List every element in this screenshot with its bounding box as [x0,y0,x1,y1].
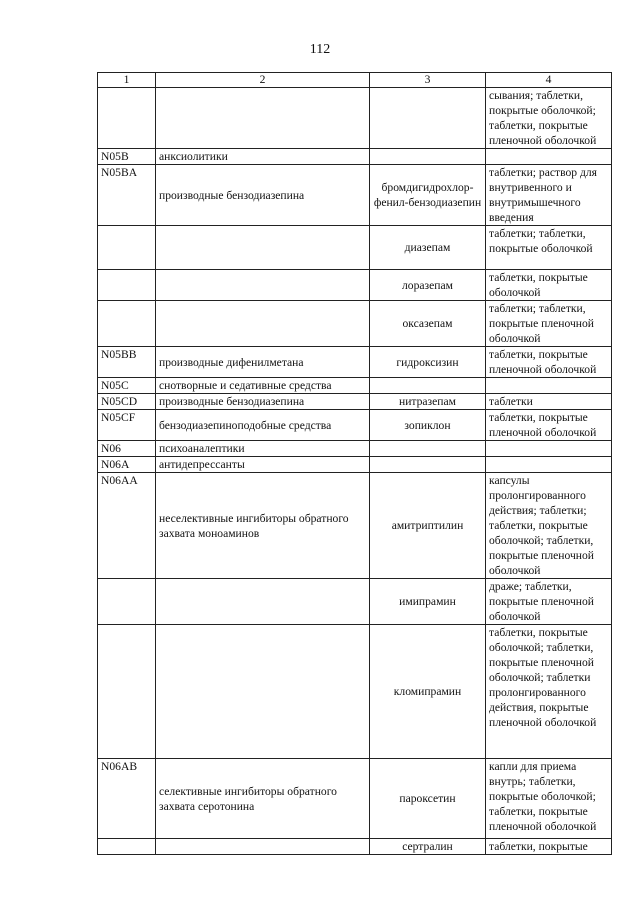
row-code: N05CF [98,410,156,441]
row-drug: диазепам [370,226,486,270]
row-group: антидепрессанты [156,457,370,473]
row-form: таблетки; таблетки, покрытые оболочкой [486,226,612,270]
row-drug [370,378,486,394]
row-drug: оксазепам [370,301,486,347]
row-code [98,839,156,855]
row-group [156,226,370,270]
page-number: 112 [309,42,331,57]
row-code: N05C [98,378,156,394]
row-code [98,270,156,301]
row-drug: зопиклон [370,410,486,441]
row-form [486,441,612,457]
row-drug [370,88,486,149]
row-code [98,301,156,347]
table-row [98,347,612,378]
row-drug [370,441,486,457]
row-group: снотворные и седативные средства [156,378,370,394]
table-row [98,839,612,855]
row-form: капсулы пролонгированного действия; таблетки; таблетки, покрытые оболочкой; таблетки, покрытые пленочной оболочкой [486,473,612,579]
row-code: N05BA [98,165,156,226]
table-row [98,473,612,579]
row-form [486,149,612,165]
row-form: таблетки [486,394,612,410]
table-row [98,378,612,394]
table-row [98,270,612,301]
row-group [156,579,370,625]
row-drug: амитриптилин [370,473,486,579]
row-group: производные дифенилметана [156,347,370,378]
row-group: производные бензодиазепина [156,165,370,226]
row-drug: бромдигидрохлор-фенил-бензодиазепин [370,165,486,226]
row-form: сывания; таблетки, покрытые оболочкой; таблетки, покрытые пленочной оболочкой [486,88,612,149]
row-group: производные бензодиазепина [156,394,370,410]
table-row [98,88,612,149]
row-form: таблетки, покрытые пленочной оболочкой [486,347,612,378]
row-form: таблетки; таблетки, покрытые пленочной оболочкой [486,301,612,347]
table-row [98,441,612,457]
row-form: таблетки, покрытые оболочкой [486,270,612,301]
row-code: N06 [98,441,156,457]
row-code: N05B [98,149,156,165]
row-drug: гидроксизин [370,347,486,378]
row-form: капли для приема внутрь; таблетки, покрытые оболочкой; таблетки, покрытые пленочной оболочкой [486,759,612,839]
row-group: психоаналептики [156,441,370,457]
row-code [98,579,156,625]
row-code [98,625,156,759]
row-form: таблетки, покрытые оболочкой; таблетки, покрытые пленочной оболочкой; таблетки пролонгированного действия, покрытые пленочной оболочкой [486,625,612,759]
row-form [486,378,612,394]
row-form [486,457,612,473]
table-header-row [98,73,612,88]
row-code [98,88,156,149]
row-group [156,270,370,301]
header-col-4: 4 [486,73,612,88]
table-row [98,410,612,441]
row-drug: нитразепам [370,394,486,410]
row-code: N06AA [98,473,156,579]
row-form: драже; таблетки, покрытые пленочной оболочкой [486,579,612,625]
header-col-3: 3 [370,73,486,88]
row-code [98,226,156,270]
row-group: селективные ингибиторы обратного захвата серотонина [156,759,370,839]
table-row [98,625,612,759]
row-form: таблетки, покрытые пленочной оболочкой [486,410,612,441]
row-group [156,301,370,347]
table-row [98,759,612,839]
header-col-2: 2 [156,73,370,88]
table-row [98,579,612,625]
row-drug: имипрамин [370,579,486,625]
table-row [98,226,612,270]
table-row [98,457,612,473]
table-row [98,165,612,226]
header-col-1: 1 [98,73,156,88]
row-group: анксиолитики [156,149,370,165]
row-group [156,839,370,855]
row-drug [370,457,486,473]
row-drug: кломипрамин [370,625,486,759]
table-row [98,301,612,347]
row-drug: лоразепам [370,270,486,301]
row-drug: пароксетин [370,759,486,839]
row-code: N06AB [98,759,156,839]
row-drug [370,149,486,165]
row-form: таблетки, покрытые [486,839,612,855]
row-code: N05BB [98,347,156,378]
row-group: неселективные ингибиторы обратного захвата моноаминов [156,473,370,579]
row-code: N06A [98,457,156,473]
row-form: таблетки; раствор для внутривенного и внутримышечного введения [486,165,612,226]
row-code: N05CD [98,394,156,410]
table-row [98,394,612,410]
row-group [156,88,370,149]
row-group: бензодиазепиноподобные средства [156,410,370,441]
row-drug: сертралин [370,839,486,855]
medication-table [97,72,612,855]
row-group [156,625,370,759]
table-row [98,149,612,165]
